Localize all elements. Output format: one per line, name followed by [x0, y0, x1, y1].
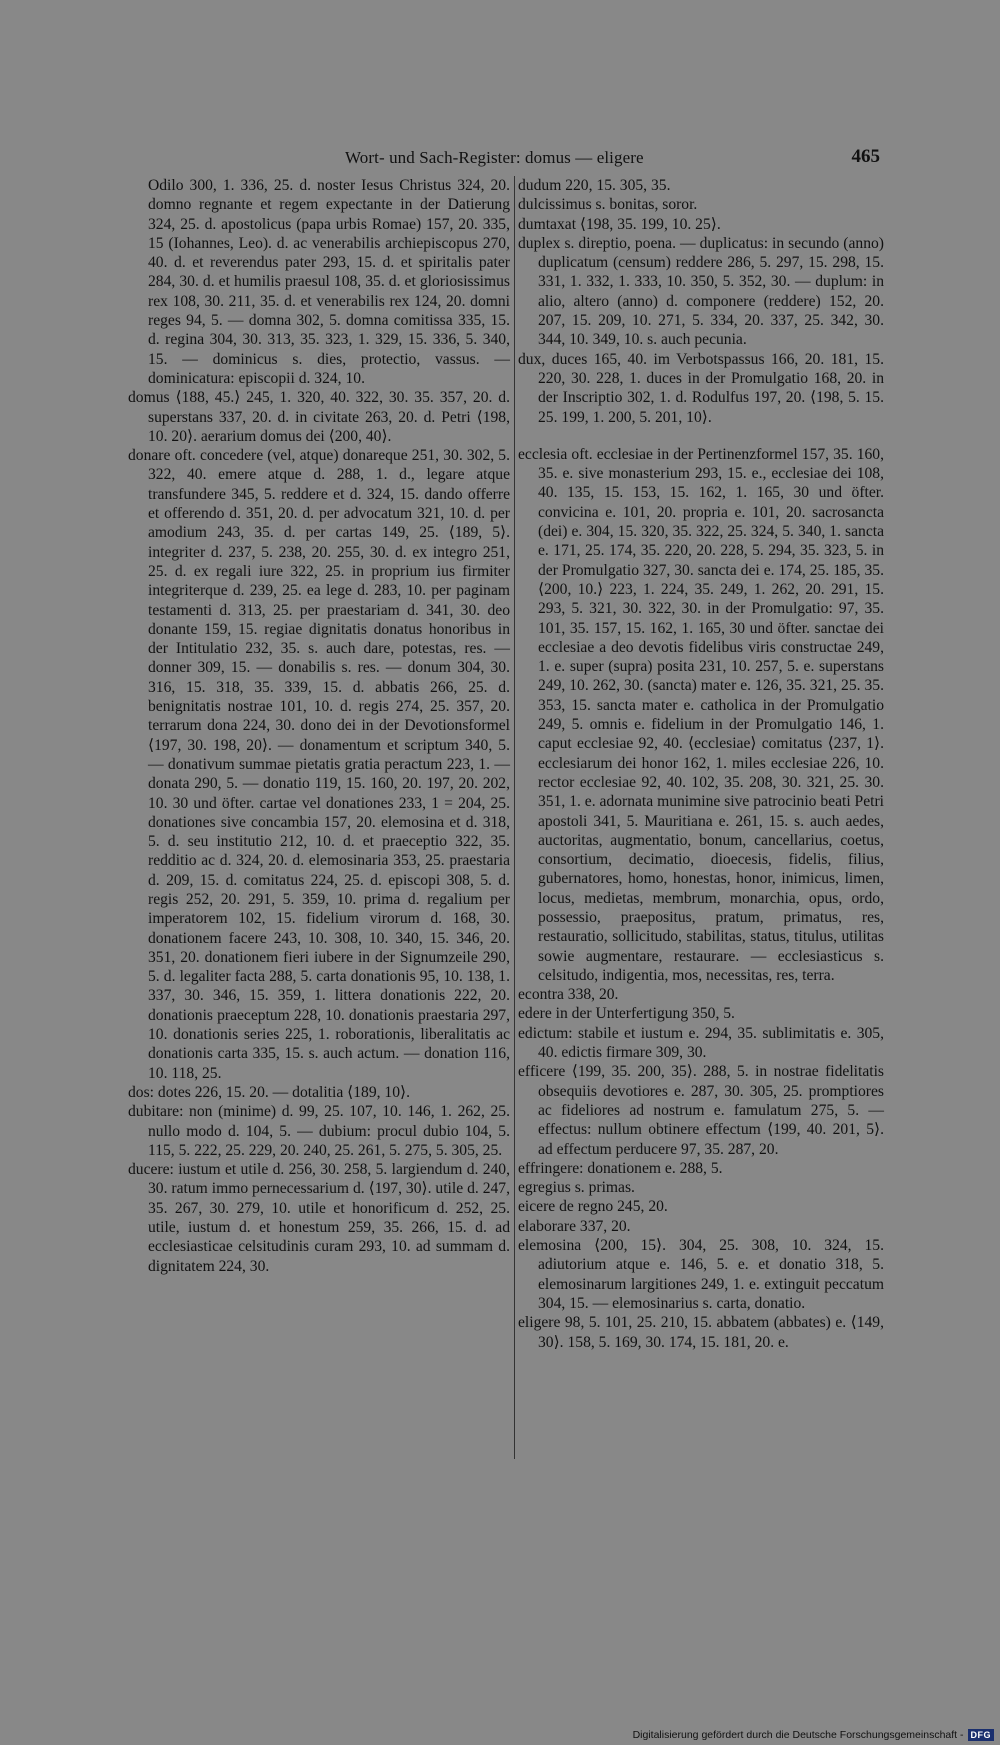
footer [633, 1729, 994, 1741]
index-entry: elemosina ⟨200, 15⟩. 304, 25. 308, 10. 324, 15. adiutorium atque e. 146, 5. e. et donatio 318, 5. elemosinarum largitiones 249, 1. e. extinguit peccatum 304, 15. — elemosinarius s. carta, donatio. [518, 1237, 884, 1312]
index-entry: edere in der Unterfertigung 350, 5. [518, 1005, 735, 1023]
index-entry: egregius s. primas. [518, 1179, 635, 1197]
index-entry: elaborare 337, 20. [518, 1217, 631, 1235]
index-entry: Odilo 300, 1. 336, 25. d. noster Iesus Christus 324, 20. domno regnante et regem expectante in der Datierung 324, 25. d. apostolicus (papa urbis Romae) 157, 20. 335, 15 (Iohannes, Leo). d. ac venerabilis archiepiscopus 270, 40. d. et reverendus pater 293, 15. d. et spiritalis pater 284, 30. d. et humilis praesul 108, 35. d. et gloriosissimus rex 108, 30. 211, 35. d. et venerabilis rex 124, 20. domni reges 94, 5. — domna 302, 5. domna comitissa 335, 15. d. regina 304, 30. 313, 35. 323, 1. 329, 15. 336, 5. 340, 15. — dominicus s. dies, protectio, vassus. — dominicatura: episcopii d. 324, 10. [148, 177, 510, 387]
index-entry: domus ⟨188, 45.⟩ 245, 1. 320, 40. 322, 30. 35. 357, 20. d. superstans 337, 20. d. in civitate 263, 20. d. Petri ⟨198, 10. 20⟩. aerarium domus dei ⟨200, 40⟩. [128, 389, 510, 445]
dfg-logo: DFG [968, 1729, 995, 1741]
index-entry: dos: dotes 226, 15. 20. — dotalitia ⟨189, 10⟩. [128, 1083, 411, 1101]
right-column [518, 176, 884, 1352]
column-divider [514, 176, 515, 1459]
index-entry: dulcissimus s. bonitas, soror. [518, 196, 698, 214]
index-entry: dudum 220, 15. 305, 35. [518, 177, 671, 194]
left-column [128, 176, 510, 1276]
index-entry: efficere ⟨199, 35. 200, 35⟩. 288, 5. in nostrae fidelitatis obsequiis devotiores e. 287, 30. 305, 25. promptiores ac fideliores ad nostrum e. famulatum 275, 5. — effectus: nullum obtinere effectum ⟨199, 40. 201, 5⟩. ad effectum perducere 97, 35. 287, 20. [518, 1063, 884, 1158]
index-entry: ducere: iustum et utile d. 256, 30. 258, 5. largiendum d. 240, 30. ratum immo pernecessarium d. ⟨197, 30⟩. utile d. 247, 35. 267, 30. 279, 10. utile et honorificum d. 252, 25. utile, iustum d. et honestum 259, 35. 266, 15. d. ad ecclesiasticae celsitudinis curam 293, 10. ad summam d. dignitatem 224, 30. [128, 1161, 510, 1275]
index-entry: edictum: stabile et iustum e. 294, 35. sublimitatis e. 305, 40. edictis firmare 309, 30. [518, 1024, 884, 1062]
index-entry: econtra 338, 20. [518, 986, 619, 1004]
index-entry: ecclesia oft. ecclesiae in der Pertinenzformel 157, 35. 160, 35. e. sive monasterium 293, 15. e., ecclesiae dei 108, 40. 135, 15. 153, 15. 162, 1. 165, 30 und öfter. convicina e. 101, 20. propria e. 101, 20. sacrosancta (dei) e. 304, 15. 320, 35. 322, 25. 324, 5. 340, 1. sancta e. 171, 25. 174, 35. 220, 20. 228, 5. 294, 35. 323, 5. in der Promulgatio 327, 30. sancta dei e. 174, 25. 185, 35. ⟨200, 10.⟩ 223, 1. 224, 35. 249, 1. 262, 20. 291, 15. 293, 5. 321, 30. 322, 30. in der Promulgatio: 97, 35. 101, 35. 157, 15. 162, 1. 165, 30 und öfter. sanctae dei ecclesiae a deo devotis fidelibus viris constructae 249, 1. e. super (supra) posita 231, 10. 257, 5. e. superstans 249, 10. 262, 30. (sancta) mater e. 126, 35. 321, 25. 35. 353, 15. sancta mater e. catholica in der Promulgatio 249, 5. omnis e. fidelium in der Promulgatio 146, 1. caput ecclesiae 92, 40. ⟨ecclesiae⟩ comitatus ⟨237, 1⟩. ecclesiarum dei honor 162, 1. miles ecclesiae 226, 10. rector ecclesiae 92, 40. 102, 35. 208, 30. 321, 25. 30. 351, 1. e. adornata munimine sive patrocinio beati Petri apostoli 341, 5. Mauritiana e. 261, 15. s. auch aedes, auctoritas, augmentatio, bonum, cancellarius, coetus, consortium, decimatio, dioecesis, fidelis, filius, gubernatores, homo, honestas, honor, inimicus, limen, locus, medietas, membrum, monarchia, opus, ordo, possessio, praepositus, pratum, primatus, res, restauratio, sollicitudo, stabilitas, status, titulus, utilitas sowie augmentare, restaurare. — ecclesiasticus s. celsitudo, indigentia, mos, necessitas, res, terra. [518, 445, 885, 984]
index-entry: eicere de regno 245, 20. [518, 1198, 668, 1216]
index-entry: donare oft. concedere (vel, atque) donareque 251, 30. 302, 5. 322, 40. emere atque d. 288, 1. d., legare atque transfundere 345, 5. reddere et d. 324, 15. dando offerre et offerendo d. 351, 20. d. per advocatum 321, 10. d. per amodium 243, 35. d. per cartas 149, 25. ⟨189, 5⟩. integriter d. 237, 5. 238, 20. 255, 30. d. ex integro 251, 25. d. ex regali iure 322, 25. in proprium ius firmiter integriterque d. 239, 25. ea lege d. 283, 10. per paginam testamenti d. 313, 25. per praestariam d. 341, 30. deo donante 159, 15. regiae dignitatis donatus honoribus in der Intitulatio 232, 35. s. auch dare, potestas, res. — donner 309, 15. — donabilis s. res. — donum 304, 30. 316, 15. 318, 35. 339, 15. d. abbatis 266, 25. d. benignitatis nostrae 101, 10. d. regis 274, 25. 357, 20. terrarum dona 224, 30. dono dei in der Devotionsformel ⟨197, 30. 198, 20⟩. — donamentum et scriptum 340, 5. — donativum summae pietatis gratia peractum 223, 1. — donata 290, 5. — donatio 119, 15. 160, 20. 197, 20. 202, 10. 30 und öfter. cartae vel donationes 233, 1 = 204, 25. donationes sive concambia 157, 20. elemosina et d. 318, 5. d. seu institutio 212, 10. d. et praeceptio 322, 35. redditio ac d. 324, 20. d. elemosinaria 353, 25. praestaria d. 209, 15. d. comitatus 224, 25. d. episcopi 308, 5. d. regis 252, 20. 291, 5. 359, 10. prima d. regalium per imperatorem 102, 15. fidelium virorum d. 168, 30. donationem facere 243, 10. 308, 10. 340, 15. 346, 20. 351, 20. donationem fieri iubere in der Signumzeile 290, 5. d. legaliter facta 288, 5. carta donationis 95, 10. 138, 1. 337, 30. 346, 15. 359, 1. littera donationis 222, 20. donationis praeceptum 228, 10. donationis praestaria 297, 10. donationis series 225, 1. roborationis, liberalitatis ac donationis carta 335, 15. s. auch actum. — donation 116, 10. 118, 25. [128, 447, 510, 1082]
running-title: Wort- und Sach-Register: domus — eligere [345, 148, 644, 167]
index-entry: dux, duces 165, 40. im Verbotspassus 166, 20. 181, 15. 220, 30. 228, 1. duces in der Promulgatio 168, 20. in der Inscriptio 302, 1. d. Rodulfus 197, 20. ⟨198, 5. 15. 25. 199, 1. 200, 5. 201, 10⟩. [518, 350, 884, 426]
index-entry: dubitare: non (minime) d. 99, 25. 107, 10. 146, 1. 262, 25. nullo modo d. 104, 5. — dubium: procul dubio 104, 5. 115, 5. 222, 25. 229, 20. 240, 25. 261, 5. 275, 5. 305, 25. [128, 1103, 510, 1159]
footer-text: Digitalisierung gefördert durch die Deutsche Forschungsgemeinschaft - [632, 1729, 964, 1741]
page-header [140, 148, 880, 172]
index-entry: duplex s. direptio, poena. — duplicatus: in secundo (anno) duplicatum (censum) reddere 286, 5. 297, 15. 298, 15. 331, 1. 332, 1. 333, 10. 350, 5. 352, 30. — duplum: in alio, altero (anno) d. componere (reddere) 152, 20. 207, 15. 209, 10. 271, 5. 334, 20. 337, 25. 342, 30. 344, 10. 349, 10. s. auch pecunia. [518, 234, 884, 349]
index-entry: eligere 98, 5. 101, 25. 210, 15. abbatem (abbates) e. ⟨149, 30⟩. 158, 5. 169, 30. 174, 15. 181, 20. e. [518, 1314, 884, 1351]
page-number: 465 [851, 146, 880, 167]
index-entry: effringere: donationem e. 288, 5. [518, 1159, 723, 1177]
index-entry: dumtaxat ⟨198, 35. 199, 10. 25⟩. [518, 215, 721, 233]
